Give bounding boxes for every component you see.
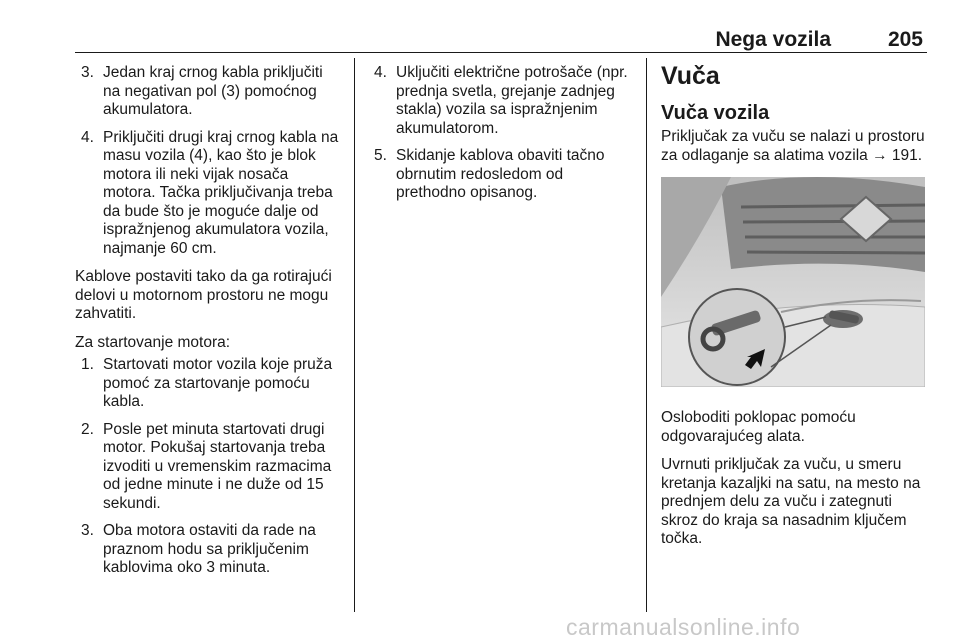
list-item-text: Posle pet minuta startovati drugi motor. Pokušaj startovanja treba izvoditi u vremenskim razmacima od jedne minute i ne duže od 15 sekundi. [103, 420, 332, 512]
list-item-number: 1. [81, 356, 94, 373]
column-divider-2 [646, 58, 647, 612]
paragraph-tow-eye-location [661, 128, 927, 165]
list-item-text: Oba motora ostaviti da rade na praznom hodu sa priključenim kablovima oko 3 minuta. [103, 522, 316, 576]
list-item-number: 3. [81, 64, 94, 81]
list-item [75, 522, 341, 578]
heading-towing-vehicle: Vuča vozila [661, 102, 770, 124]
list-item [75, 421, 341, 514]
list-item-text: Uključiti električne potrošače (npr. prednja svetla, grejanje zadnjeg stakla) vozila sa ispražnjenim akumulatorom. [396, 64, 628, 137]
paragraph-release-cover: Osloboditi poklopac pomoću odgovarajućeg alata. [661, 409, 856, 445]
list-item [75, 64, 341, 120]
page-number: 205 [887, 28, 923, 51]
watermark-text: carmanualsonline.info [566, 614, 801, 640]
list-item-text: Jedan kraj crnog kabla priključiti na negativan pol (3) pomoćnog akumulatora. [103, 64, 323, 118]
step-list-final [368, 64, 636, 203]
illustration-svg [661, 177, 925, 387]
list-item-number: 2. [81, 420, 94, 438]
list-item [75, 129, 341, 259]
list-item-number: 5. [374, 147, 387, 164]
column-divider-1 [354, 58, 355, 612]
column-2 [368, 64, 636, 213]
paragraph-start-engine: Za startovanje motora: [75, 333, 231, 351]
list-item-number: 3. [81, 522, 94, 539]
list-item-number: 4. [81, 128, 94, 146]
list-item [75, 356, 341, 412]
tow-eye-illustration [661, 177, 925, 387]
page-reference-arrow-icon: → [872, 146, 888, 164]
heading-towing: Vuča [661, 62, 720, 90]
list-item [368, 147, 636, 203]
list-item [368, 64, 636, 138]
intro-text: Priključak za vuču se nalazi u prostoru za odlaganje sa alatima vozila [661, 128, 925, 164]
step-list-continued [75, 64, 341, 258]
start-steps-list [75, 356, 341, 578]
section-title: Nega vozila [715, 28, 831, 51]
list-item-text: Startovati motor vozila koje pruža pomoć za startovanje pomoću kabla. [103, 356, 333, 410]
paragraph-cable-routing: Kablove postaviti tako da ga rotirajući delovi u motornom prostoru ne mogu zahvatiti. [75, 268, 332, 322]
paragraph-screw-tow-eye: Uvrnuti priključak za vuču, u smeru kretanja kazaljki na satu, na mesto na prednjem delu za vuču i zategnuti skroz do kraja sa nasadnim ključem točka. [661, 456, 921, 547]
page-header [75, 28, 927, 53]
column-1 [75, 64, 341, 588]
page-reference[interactable]: 191. [891, 146, 923, 164]
list-item-number: 4. [374, 64, 387, 81]
list-item-text: Skidanje kablova obaviti tačno obrnutim redosledom od prethodno opisanog. [396, 147, 605, 201]
list-item-text: Priključiti drugi kraj crnog kabla na masu vozila (4), kao što je blok motora ili neki vijak nosača motora. Tačka priključivanja treba da bude što je moguće dalje od ispražnjenog akumulatora vozila, najmanje 60 cm. [103, 128, 339, 257]
column-3 [661, 62, 927, 559]
